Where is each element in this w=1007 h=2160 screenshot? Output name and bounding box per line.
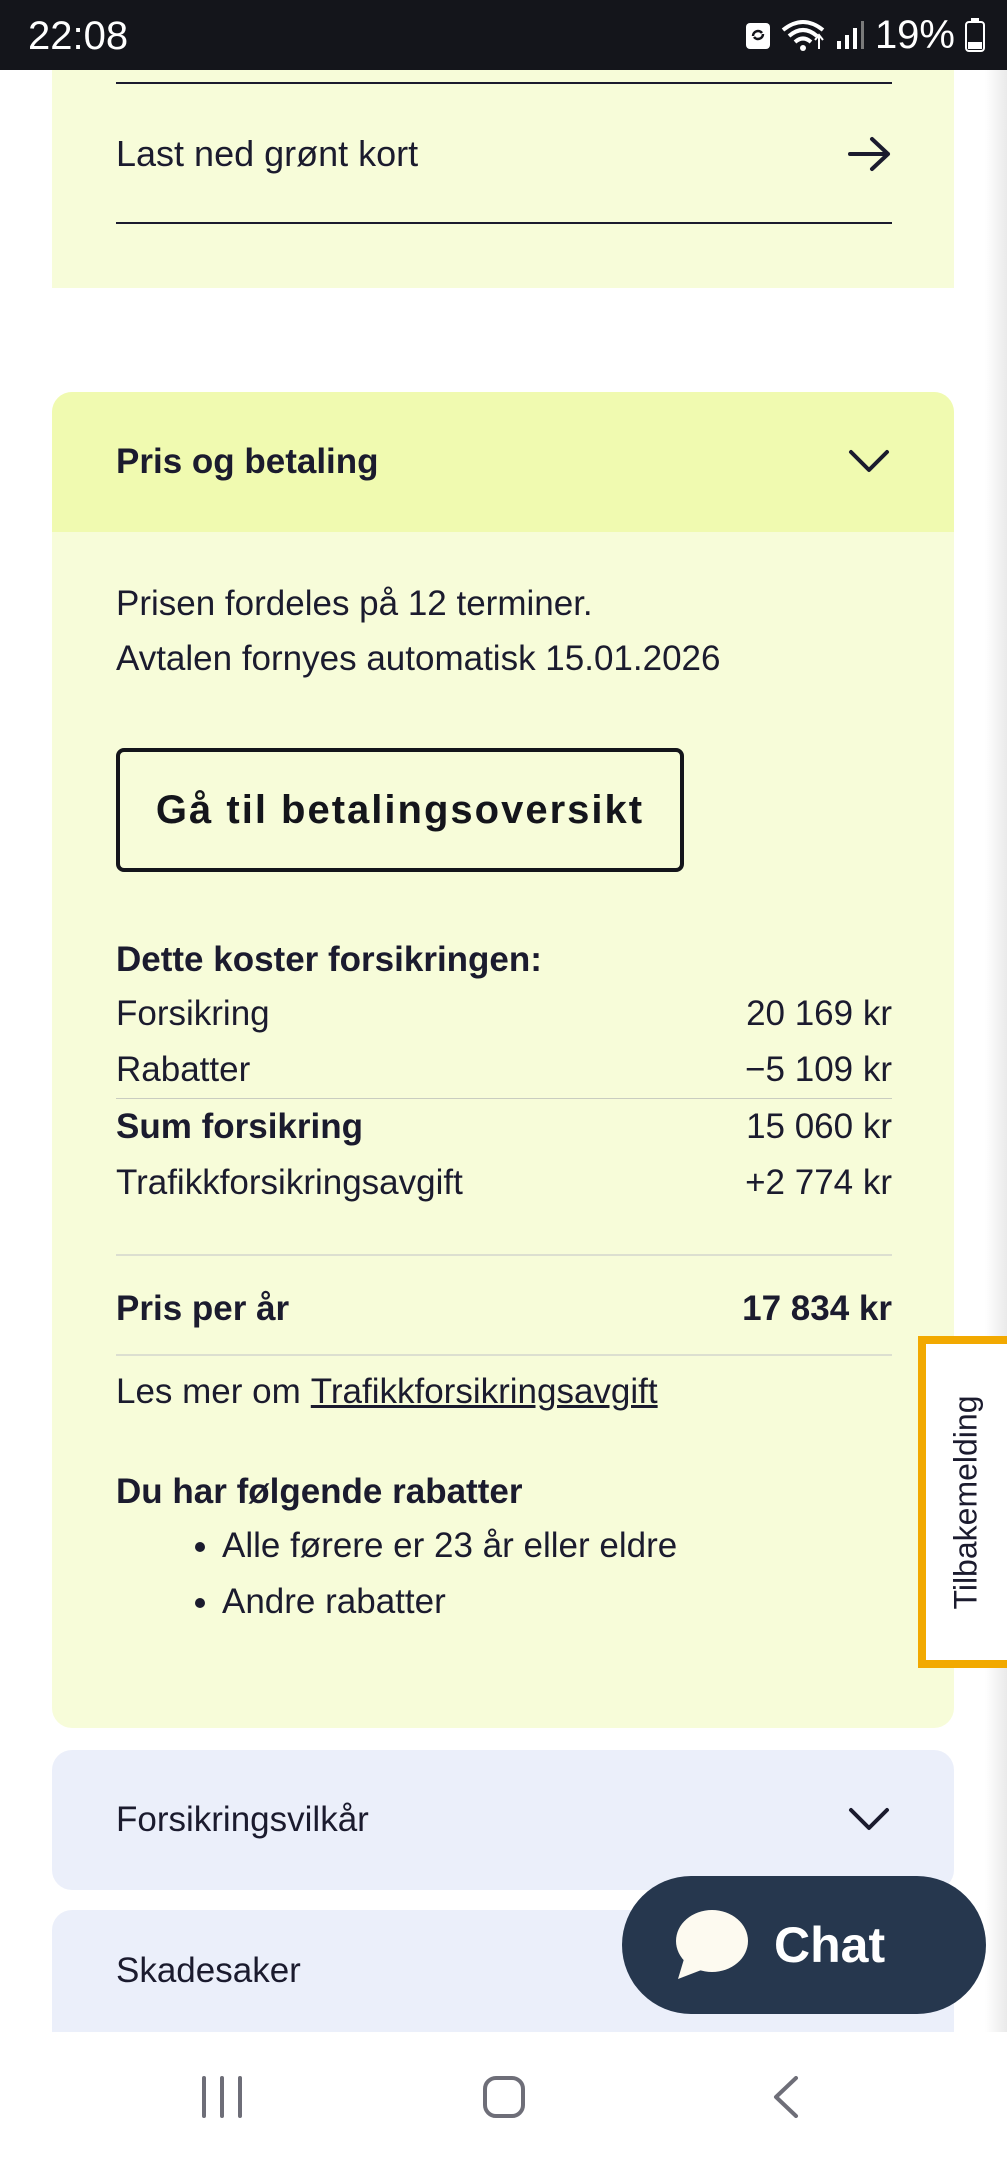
terms-section-header[interactable] <box>52 1750 954 1890</box>
signal-icon <box>835 19 865 51</box>
cost-row-sum <box>116 1099 892 1155</box>
price-payment-section <box>52 392 954 1728</box>
divider <box>116 1254 892 1256</box>
back-icon[interactable] <box>770 2076 800 2118</box>
divider <box>116 1354 892 1356</box>
cost-table <box>116 986 892 1211</box>
battery-percent: 19% <box>874 12 955 57</box>
cost-row-traffic-fee <box>116 1155 892 1211</box>
cost-value: 15 060 kr <box>746 1107 892 1146</box>
cost-value: +2 774 kr <box>745 1163 892 1202</box>
list-item: • Andre rabatter <box>222 1574 677 1630</box>
status-icons <box>745 12 985 58</box>
read-more-text <box>116 1360 658 1424</box>
divider <box>116 222 892 224</box>
total-price-label: Pris per år <box>116 1289 290 1328</box>
cost-value: −5 109 kr <box>745 1050 892 1089</box>
installments-text: Prisen fordeles på 12 terminer. <box>116 584 593 623</box>
arrow-right-icon <box>848 136 892 172</box>
feedback-label: Tilbakemelding <box>948 1394 984 1610</box>
total-price-value: 17 834 kr <box>742 1289 892 1328</box>
traffic-fee-link[interactable]: Trafikkforsikringsavgift <box>310 1372 658 1411</box>
status-bar <box>0 0 1007 70</box>
chat-button[interactable] <box>622 1876 986 2014</box>
home-icon[interactable] <box>482 2076 526 2118</box>
payment-overview-button[interactable]: Gå til betalingsoversikt <box>116 748 684 872</box>
terms-label: Forsikringsvilkår <box>116 1800 369 1839</box>
cost-label: Sum forsikring <box>116 1107 363 1146</box>
read-more-prefix: Les mer om <box>116 1372 301 1411</box>
cost-label: Forsikring <box>116 994 270 1033</box>
status-time: 22:08 <box>28 14 129 58</box>
sync-icon <box>745 19 771 51</box>
chevron-up-icon <box>848 449 890 475</box>
recent-apps-icon[interactable] <box>200 2076 244 2118</box>
download-green-card-link[interactable] <box>116 84 892 224</box>
discount-heading: Du har følgende rabatter <box>116 1472 523 1511</box>
cost-value: 20 169 kr <box>746 994 892 1033</box>
green-card-section <box>52 70 954 288</box>
download-green-card-label: Last ned grønt kort <box>116 133 419 174</box>
cost-row-insurance <box>116 986 892 1042</box>
price-payment-title: Pris og betaling <box>116 442 379 481</box>
cost-row-discounts <box>116 1042 892 1098</box>
cost-label: Rabatter <box>116 1050 251 1089</box>
total-price-row <box>116 1262 892 1356</box>
discount-list <box>222 1518 677 1630</box>
price-payment-header[interactable] <box>52 392 954 532</box>
chevron-down-icon <box>848 1807 890 1833</box>
page-edge <box>985 70 1007 2032</box>
chat-bubble-icon <box>674 1909 750 1981</box>
renewal-text: Avtalen fornyes automatisk 15.01.2026 <box>116 639 721 678</box>
wifi-icon <box>781 18 825 52</box>
battery-icon <box>965 18 985 52</box>
cost-heading: Dette koster forsikringen: <box>116 940 542 979</box>
cost-label: Trafikkforsikringsavgift <box>116 1163 463 1202</box>
system-nav-bar <box>0 2032 1007 2160</box>
claims-label: Skadesaker <box>116 1951 301 1990</box>
chat-label: Chat <box>774 1917 886 1973</box>
price-info <box>116 576 720 686</box>
list-item: • Alle førere er 23 år eller eldre <box>222 1518 677 1574</box>
feedback-tab[interactable] <box>918 1336 1007 1668</box>
